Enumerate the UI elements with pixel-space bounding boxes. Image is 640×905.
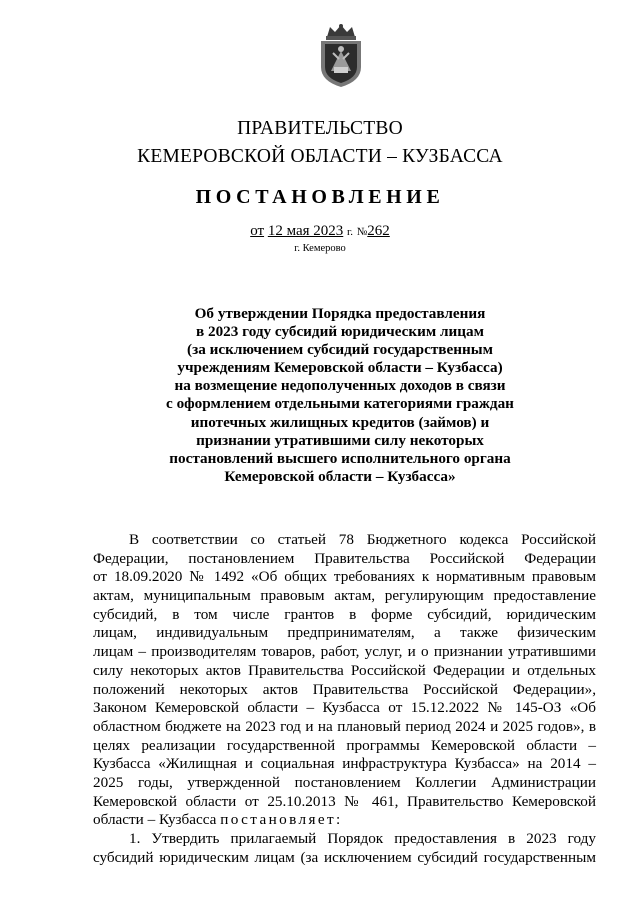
resolution-prefix: области – Кузбасса <box>93 811 217 829</box>
body-line-resolution <box>93 811 596 830</box>
kuzbass-coat-of-arms-icon <box>313 23 369 89</box>
body-line: областном бюджете на 2023 год и на плановый период 2024 и 2025 годов», в <box>93 717 596 735</box>
date-prefix: от <box>250 223 265 239</box>
date-number-line <box>0 223 640 240</box>
year-suffix: г. <box>347 226 354 238</box>
subject-line: постановлений высшего исполнительного органа <box>169 449 511 467</box>
subject-line: признании утратившими силу некоторых <box>196 431 484 449</box>
document-date: 12 мая 2023 <box>267 223 344 239</box>
subject-line: на возмещение недополученных доходов в связи <box>174 377 506 395</box>
document-subject <box>140 305 540 486</box>
subject-line: в 2023 году субсидий юридическим лицам <box>196 323 484 341</box>
body-line: В соответствии со статьей 78 Бюджетного кодекса Российской <box>129 531 596 548</box>
body-line: субсидий, в том числе грантов в форме субсидий, юридическим <box>93 605 596 623</box>
body-line: лицам, индивидуальным предпринимателям, а также физическим <box>93 624 596 642</box>
body-text <box>93 531 596 867</box>
subject-line: Об утверждении Порядка предоставления <box>194 305 486 322</box>
body-line: силу некоторых актов Правительства Российской Федерации и отдельных <box>93 661 596 679</box>
body-line: 2025 годы, утвержденной постановлением Коллегии Администрации <box>93 773 596 791</box>
subject-line: с оформлением отдельными категориями граждан <box>166 395 514 413</box>
body-line: целях реализации государственной программы Кемеровской области – <box>93 736 596 754</box>
document-number: 262 <box>367 223 390 239</box>
document-type: ПОСТАНОВЛЕНИЕ <box>195 186 445 208</box>
subject-line: учреждениям Кемеровской области – Кузбасса) <box>177 359 503 377</box>
body-line: актам, муниципальным правовым актам, регулирующим предоставление <box>93 587 596 605</box>
number-sign: № <box>356 226 368 238</box>
government-title-line2: КЕМЕРОВСКОЙ ОБЛАСТИ – КУЗБАССА <box>137 146 503 167</box>
body-line: лицам – производителям товаров, работ, услуг, и о признании утратившими <box>93 643 596 661</box>
subject-line: ипотечных жилищных кредитов (займов) и <box>190 413 490 431</box>
body-line: Кемеровской области от 25.10.2013 № 461, Правительство Кемеровской <box>93 792 596 810</box>
body-line: положений некоторых актов Правительства Российской Федерации», <box>93 680 596 698</box>
body-line: Кузбасса «Жилищная и социальная инфраструктура Кузбасса» на 2014 – <box>93 755 596 773</box>
point-1-line: 1. Утвердить прилагаемый Порядок предоставления в 2023 году <box>129 830 596 847</box>
body-line: от 18.09.2020 № 1492 «Об общих требованиях к нормативным правовым <box>93 568 596 586</box>
point-1-line: субсидий юридическим лицам (за исключением субсидий государственным <box>93 848 596 866</box>
resolution-verb: постановляет: <box>220 811 343 829</box>
city: г. Кемерово <box>294 243 346 254</box>
body-line: Федерации, постановлением Правительства Российской Федерации <box>93 549 596 567</box>
body-line: Законом Кемеровской области – Кузбасса от 15.12.2022 № 145-ОЗ «Об <box>93 699 596 717</box>
subject-line: (за исключением субсидий государственным <box>187 341 493 359</box>
subject-line: Кемеровской области – Кузбасса» <box>224 467 456 485</box>
government-title-line1: ПРАВИТЕЛЬСТВО <box>237 118 403 139</box>
